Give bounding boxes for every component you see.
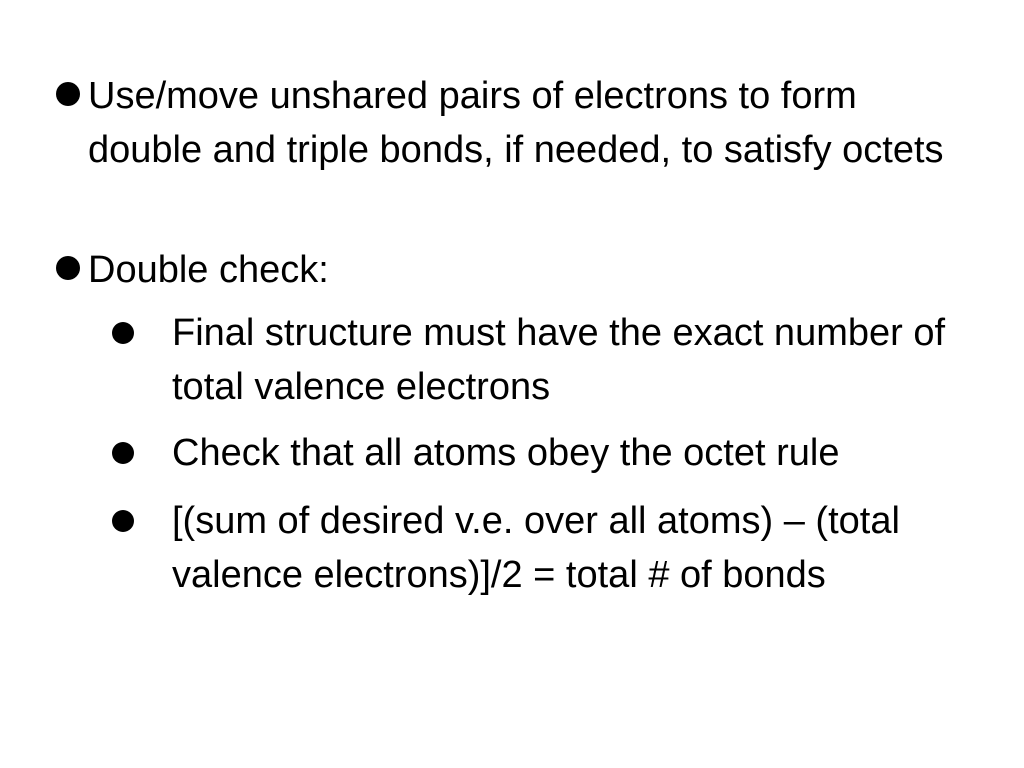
bullet-dot-icon [56, 82, 80, 106]
bullet-item-text: Double check: [88, 249, 329, 291]
bullet-dot-icon [112, 442, 134, 464]
bullet-dot-icon [112, 510, 134, 532]
bullet-dot-icon [56, 256, 80, 280]
bullet-item-text: Use/move unshared pairs of electrons to form double and triple bonds, if needed, to satisfy octets [88, 75, 944, 171]
bullet-item-use-move-pairs [56, 69, 986, 177]
sub-bullet-item-final-structure [112, 306, 992, 414]
sub-bullet-item-bond-formula [112, 494, 992, 602]
bullet-dot-icon [112, 322, 134, 344]
sub-bullet-item-text: Final structure must have the exact number of total valence electrons [172, 312, 946, 408]
sub-bullet-item-text: [(sum of desired v.e. over all atoms) – (total valence electrons)]/2 = total # of bonds [172, 500, 900, 596]
sub-bullet-item-text: Check that all atoms obey the octet rule [172, 432, 840, 474]
sub-bullet-item-octet-rule [112, 426, 992, 480]
bullet-item-double-check [56, 243, 986, 297]
